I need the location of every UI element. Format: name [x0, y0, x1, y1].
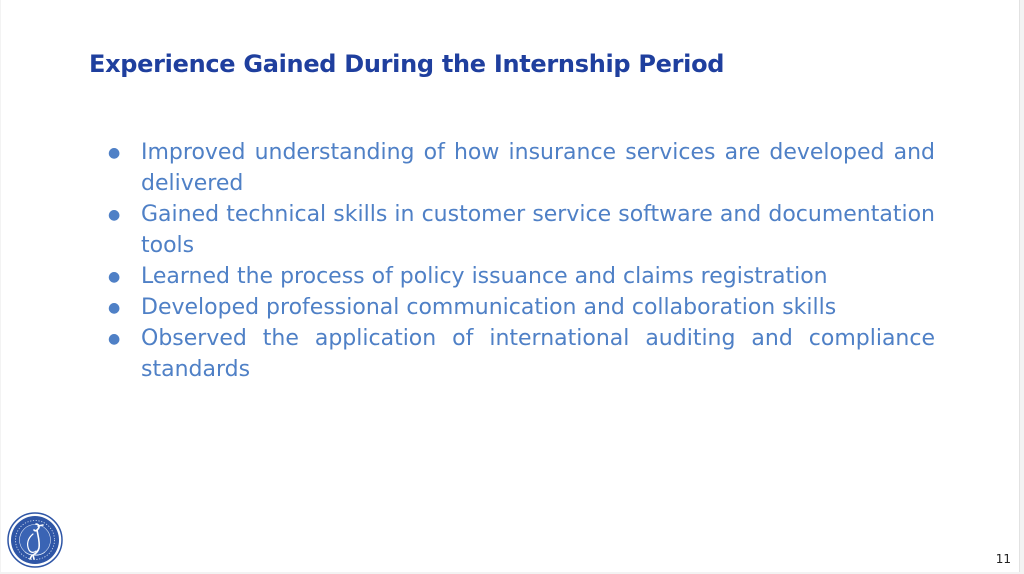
bullet-marker: ● — [108, 331, 121, 347]
page-number: 11 — [995, 552, 1011, 566]
bullet-marker: ● — [108, 207, 121, 223]
bullet-marker: ● — [108, 269, 121, 285]
slide-title: Experience Gained During the Internship Period — [89, 50, 725, 78]
slide — [1, 0, 1020, 572]
bullet-marker: ● — [108, 300, 121, 316]
bullet-marker: ● — [108, 145, 121, 161]
bullet-text: Improved understanding of how insurance services are developed and delivered — [141, 140, 935, 196]
bullet-list — [106, 137, 935, 385]
bullet-text: Developed professional communication and collaboration skills — [141, 295, 837, 320]
bullet-text: Gained technical skills in customer service software and documentation tools — [141, 202, 935, 258]
bullet-item — [106, 261, 935, 292]
crane-seal-icon — [7, 512, 63, 568]
bullet-item — [106, 323, 935, 385]
bullet-item — [106, 137, 935, 199]
bullet-text: Observed the application of international auditing and compliance standards — [141, 326, 935, 382]
bullet-text: Learned the process of policy issuance and claims registration — [141, 264, 828, 289]
bullet-item — [106, 292, 935, 323]
bullet-item — [106, 199, 935, 261]
